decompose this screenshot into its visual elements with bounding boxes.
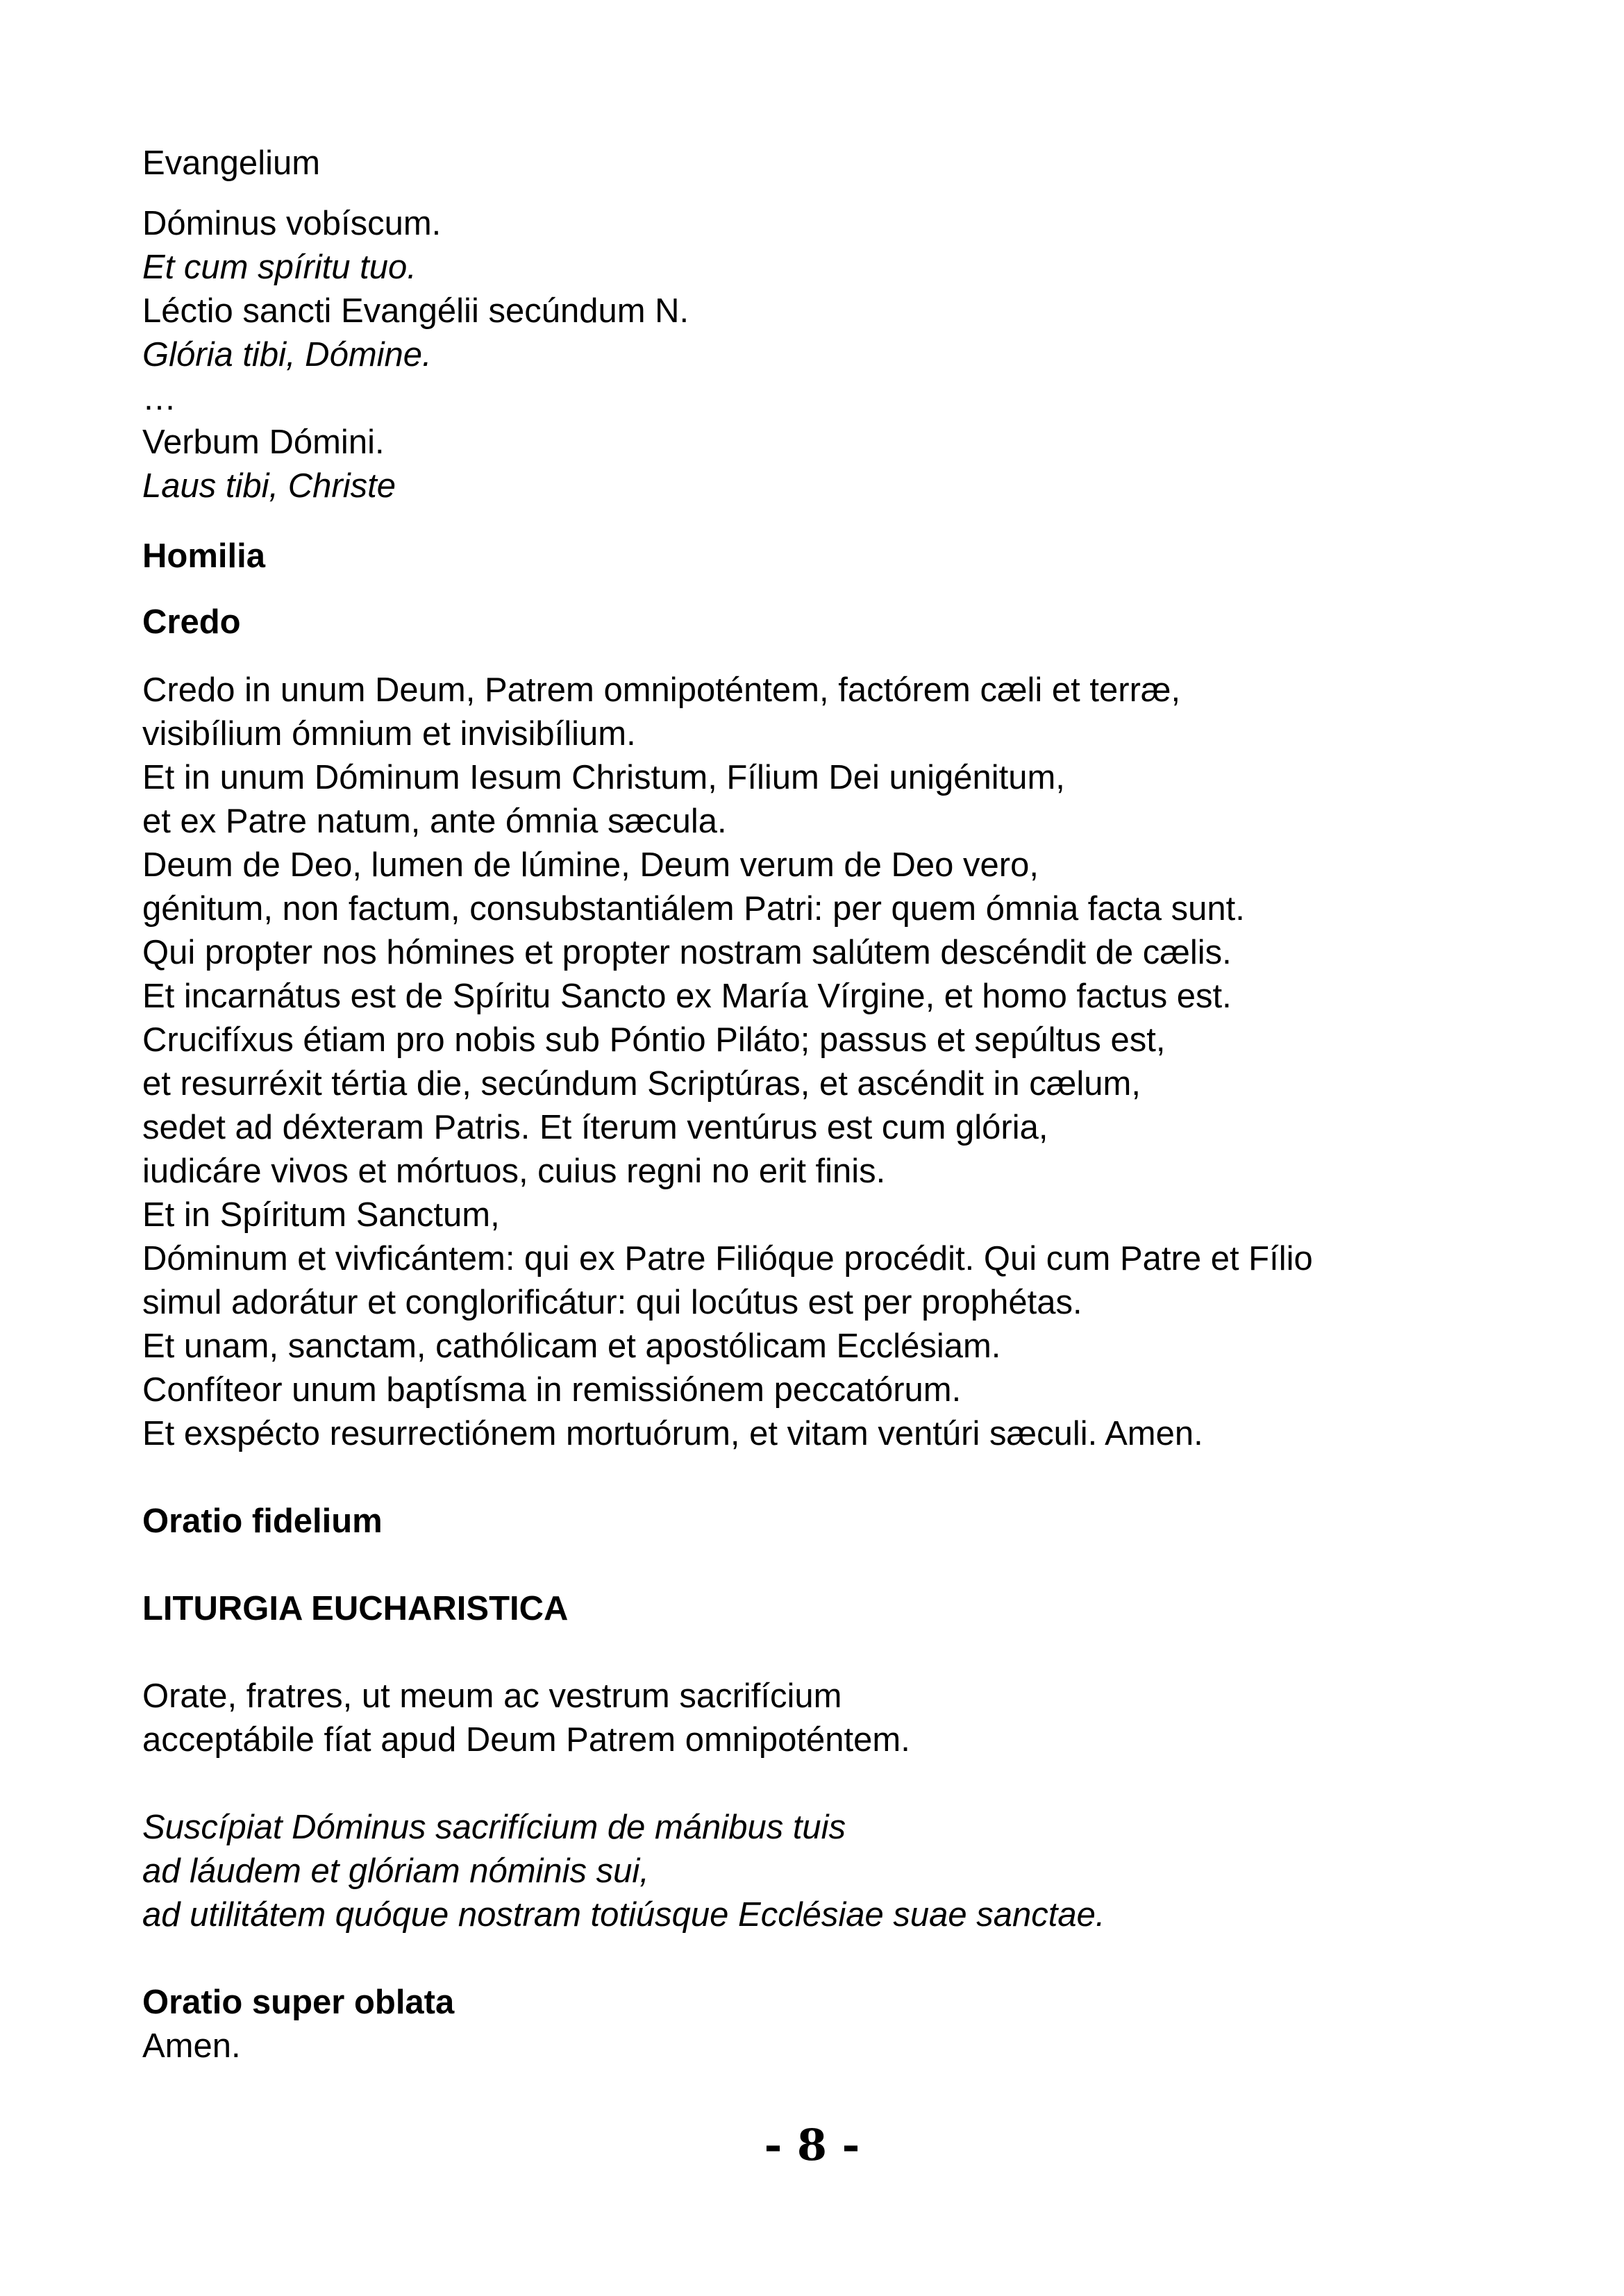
credo-line: Et exspécto resurrectiónem mortuórum, et vitam ventúri sæculi. Amen. <box>142 1415 1203 1452</box>
credo-line: Et incarnátus est de Spíritu Sancto ex María Vírgine, et homo factus est. <box>142 978 1232 1015</box>
credo-line: Et in unum Dóminum Iesum Christum, Fílium Dei unigénitum, <box>142 759 1065 796</box>
evangelium-response: Glória tibi, Dómine. <box>142 336 432 374</box>
orate-line: Orate, fratres, ut meum ac vestrum sacrifícium <box>142 1677 842 1715</box>
credo-line: simul adorátur et conglorificátur: qui locútus est per prophétas. <box>142 1284 1082 1321</box>
suscipiat-line: Suscípiat Dóminus sacrifícium de mánibus tuis <box>142 1809 846 1846</box>
credo-line: et resurréxit tértia die, secúndum Scriptúras, et ascéndit in cælum, <box>142 1065 1141 1103</box>
credo-line: Et in Spíritum Sanctum, <box>142 1196 500 1234</box>
credo-line: Deum de Deo, lumen de lúmine, Deum verum de Deo vero, <box>142 846 1039 884</box>
credo-line: iudicáre vivos et mórtuos, cuius regni no erit finis. <box>142 1153 886 1190</box>
credo-line: et ex Patre natum, ante ómnia sæcula. <box>142 803 727 840</box>
oratio-fidelium-heading: Oratio fidelium <box>142 1502 383 1540</box>
evangelium-line: Verbum Dómini. <box>142 424 385 461</box>
credo-line: Dóminum et vivficántem: qui ex Patre Filióque procédit. Qui cum Patre et Fílio <box>142 1240 1313 1277</box>
credo-line: visibílium ómnium et invisibílium. <box>142 715 636 753</box>
credo-line: Credo in unum Deum, Patrem omnipoténtem, factórem cæli et terræ, <box>142 671 1181 709</box>
liturgia-eucharistica-heading: LITURGIA EUCHARISTICA <box>142 1590 569 1627</box>
credo-line: Crucifíxus étiam pro nobis sub Póntio Piláto; passus et sepúltus est, <box>142 1021 1166 1059</box>
evangelium-response: Laus tibi, Christe <box>142 467 396 505</box>
credo-heading: Credo <box>142 603 241 641</box>
amen-response: Amen. <box>142 2027 241 2065</box>
suscipiat-line: ad utilitátem quóque nostram totiúsque Ecclésiae suae sanctae. <box>142 1896 1105 1934</box>
orate-line: acceptábile fíat apud Deum Patrem omnipoténtem. <box>142 1721 910 1759</box>
document-page <box>142 0 1531 2296</box>
credo-line: génitum, non factum, consubstantiálem Patri: per quem ómnia facta sunt. <box>142 890 1245 928</box>
evangelium-title: Evangelium <box>142 144 321 182</box>
suscipiat-line: ad láudem et glóriam nóminis sui, <box>142 1852 649 1890</box>
credo-line: Confíteor unum baptísma in remissiónem peccatórum. <box>142 1371 962 1409</box>
evangelium-line: Dóminus vobíscum. <box>142 205 442 242</box>
credo-line: sedet ad déxteram Patris. Et íterum ventúrus est cum glória, <box>142 1109 1048 1146</box>
homilia-heading: Homilia <box>142 537 265 575</box>
credo-line: Qui propter nos hómines et propter nostram salútem descéndit de cælis. <box>142 934 1232 971</box>
evangelium-response: Et cum spíritu tuo. <box>142 249 417 286</box>
evangelium-ellipsis: … <box>142 380 176 417</box>
evangelium-line: Léctio sancti Evangélii secúndum N. <box>142 292 689 330</box>
page-number: - 8 - <box>764 2120 860 2170</box>
oratio-super-oblata-heading: Oratio super oblata <box>142 1984 455 2021</box>
credo-line: Et unam, sanctam, cathólicam et apostólicam Ecclésiam. <box>142 1327 1001 1365</box>
